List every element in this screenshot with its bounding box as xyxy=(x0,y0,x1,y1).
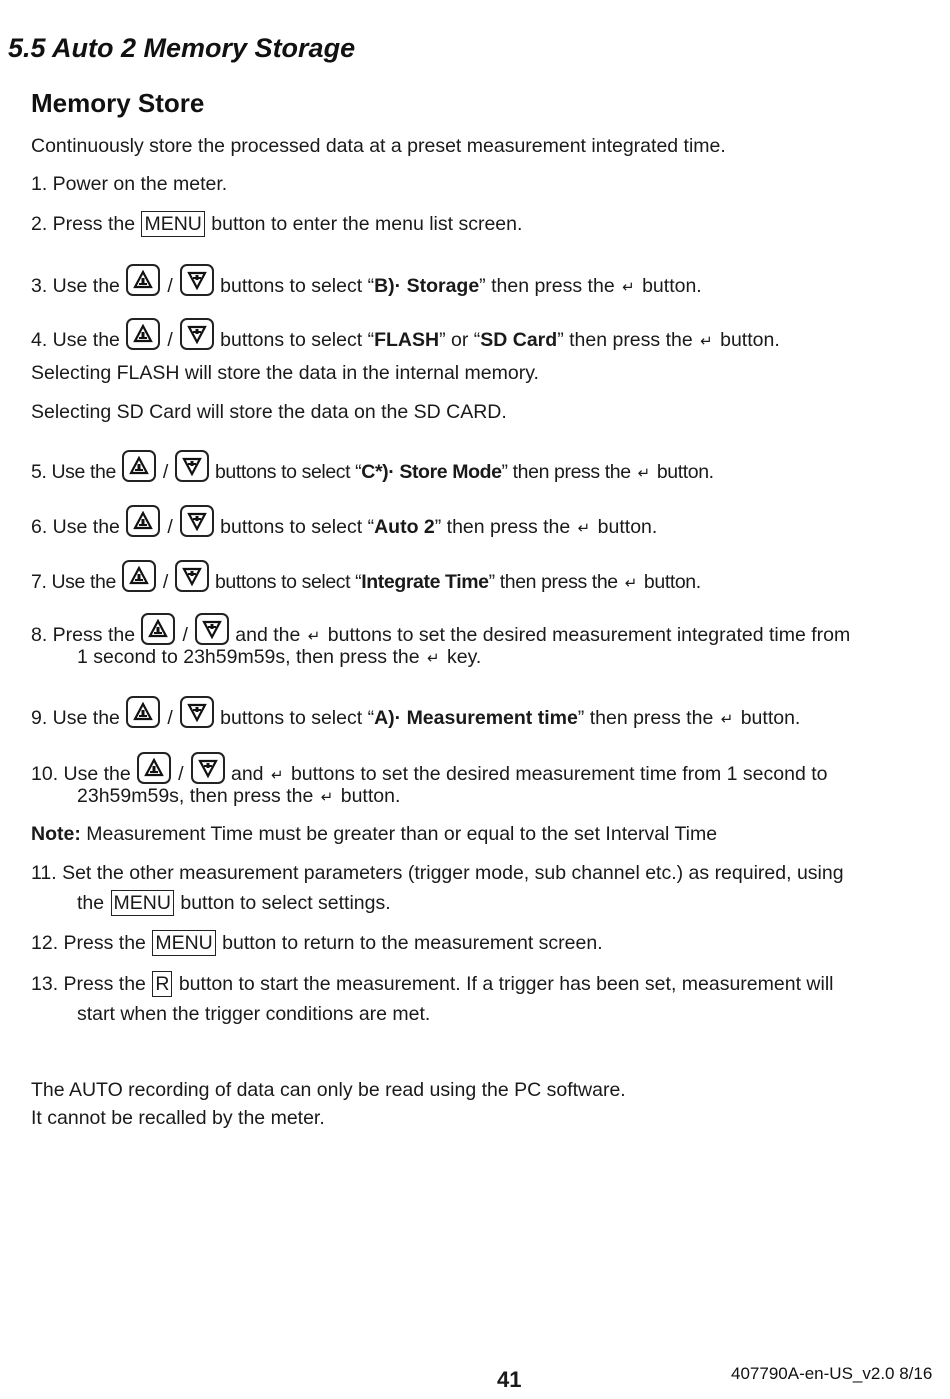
step-8-cont-pre: 1 second to 23h59m59s, then press the xyxy=(77,646,425,668)
step-8-mid: and the xyxy=(229,624,306,646)
step-9-mid: buttons to select “ xyxy=(214,707,375,729)
up-arrow-button-icon xyxy=(126,505,160,537)
step-13-continued: start when the trigger conditions are met. xyxy=(77,1003,431,1025)
menu-key-label: MENU xyxy=(141,211,204,237)
enter-icon: ↵ xyxy=(577,519,591,537)
step-7-pre: 7. Use the xyxy=(31,571,121,593)
step-6-end: button. xyxy=(592,516,658,538)
step-7-post: ” then press the xyxy=(488,571,623,593)
up-arrow-button-icon xyxy=(141,613,175,645)
step-4-or: ” or “ xyxy=(439,329,481,351)
up-arrow-button-icon xyxy=(122,560,156,592)
sd-note: Selecting SD Card will store the data on the SD CARD. xyxy=(31,401,507,423)
step-10-cont-end: button. xyxy=(335,785,401,807)
step-13-pre: 13. Press the xyxy=(31,973,152,995)
note-label: Note: xyxy=(31,823,81,845)
flash-note: Selecting FLASH will store the data in the internal memory. xyxy=(31,362,539,384)
enter-icon: ↵ xyxy=(624,574,637,592)
note xyxy=(31,820,932,849)
slash: / xyxy=(167,707,173,729)
up-arrow-button-icon xyxy=(126,696,160,728)
down-arrow-button-icon xyxy=(175,560,209,592)
step-11: 11. Set the other measurement parameters (trigger mode, sub channel etc.) as required, using xyxy=(31,862,844,884)
step-11-cont-pre: the xyxy=(77,892,110,914)
step-2-pre: 2. Press the xyxy=(31,213,141,235)
menu-key-label: MENU xyxy=(111,890,174,916)
step-4-end: button. xyxy=(714,329,780,351)
step-11-cont-post: button to select settings. xyxy=(174,892,391,914)
note-text: Measurement Time must be greater than or equal to the set Interval Time xyxy=(80,823,718,845)
step-10-mid: and xyxy=(225,763,269,785)
step-10-pre: 10. Use the xyxy=(31,763,137,785)
step-3-mid: buttons to select “ xyxy=(214,275,375,297)
down-arrow-button-icon xyxy=(180,505,214,537)
slash: / xyxy=(162,461,168,483)
enter-icon: ↵ xyxy=(720,710,734,728)
step-9-pre: 9. Use the xyxy=(31,707,126,729)
up-arrow-button-icon xyxy=(126,264,160,296)
down-arrow-button-icon xyxy=(191,752,225,784)
step-4-mid: buttons to select “ xyxy=(214,329,375,351)
step-11-continued xyxy=(31,889,932,918)
step-8-continued xyxy=(31,643,932,673)
step-4-pre: 4. Use the xyxy=(31,329,126,351)
document-id: 407790A-en-US_v2.0 8/16 xyxy=(731,1364,933,1383)
step-3 xyxy=(31,264,932,302)
enter-icon: ↵ xyxy=(700,332,713,350)
slash: / xyxy=(167,329,173,351)
step-12-pre: 12. Press the xyxy=(31,932,152,954)
step-6-mid: buttons to select “ xyxy=(214,516,375,538)
step-3-end: button. xyxy=(636,275,702,297)
down-arrow-button-icon xyxy=(180,264,214,296)
step-9 xyxy=(31,696,932,734)
enter-icon: ↵ xyxy=(622,278,635,296)
step-5 xyxy=(31,450,932,488)
step-10-cont-pre: 23h59m59s, then press the xyxy=(77,785,319,807)
step-2-post: button to enter the menu list screen. xyxy=(205,213,523,235)
menu-key-label: MENU xyxy=(152,930,215,956)
closing-line-2: It cannot be recalled by the meter. xyxy=(31,1107,325,1129)
step-8-pre: 8. Press the xyxy=(31,624,141,646)
step-3-option: B)· Storage xyxy=(374,275,480,297)
step-5-option: C*)· Store Mode xyxy=(361,461,502,483)
step-5-pre: 5. Use the xyxy=(31,461,121,483)
step-8-post: buttons to set the desired measurement integrated time from xyxy=(322,624,851,646)
step-13-post: button to start the measurement. If a trigger has been set, measurement will xyxy=(173,973,834,995)
enter-icon: ↵ xyxy=(426,649,440,667)
step-6-option: Auto 2 xyxy=(374,516,435,538)
step-4 xyxy=(31,318,932,356)
enter-icon: ↵ xyxy=(307,627,321,645)
step-2 xyxy=(31,210,932,239)
intro-text: Continuously store the processed data at a preset measurement integrated time. xyxy=(31,135,726,157)
step-12 xyxy=(31,929,932,958)
page-number: 41 xyxy=(497,1367,522,1392)
step-3-post: ” then press the xyxy=(479,275,621,297)
step-4-post: ” then press the xyxy=(557,329,699,351)
r-key-label: R xyxy=(152,971,172,997)
step-7-mid: buttons to select “ xyxy=(209,571,362,593)
step-5-post: ” then press the xyxy=(501,461,636,483)
enter-icon: ↵ xyxy=(637,464,650,482)
step-5-mid: buttons to select “ xyxy=(209,461,362,483)
down-arrow-button-icon xyxy=(180,318,214,350)
step-6-pre: 6. Use the xyxy=(31,516,126,538)
step-9-end: button. xyxy=(735,707,801,729)
step-8-cont-end: key. xyxy=(441,646,482,668)
step-9-option: A)· Measurement time xyxy=(374,707,578,729)
step-12-post: button to return to the measurement screen. xyxy=(216,932,603,954)
enter-icon: ↵ xyxy=(270,766,284,784)
step-3-pre: 3. Use the xyxy=(31,275,126,297)
subtitle: Memory Store xyxy=(31,88,205,118)
step-7-option: Integrate Time xyxy=(361,571,489,593)
step-6-post: ” then press the xyxy=(434,516,576,538)
step-10-post: buttons to set the desired measurement time from 1 second to xyxy=(285,763,828,785)
up-arrow-button-icon xyxy=(126,318,160,350)
step-7-end: button. xyxy=(638,571,701,593)
step-1: 1. Power on the meter. xyxy=(31,173,228,195)
slash: / xyxy=(162,571,168,593)
enter-icon: ↵ xyxy=(320,788,334,806)
slash: / xyxy=(182,624,188,646)
down-arrow-button-icon xyxy=(195,613,229,645)
step-6 xyxy=(31,505,932,543)
step-4-option-sd: SD Card xyxy=(480,329,558,351)
down-arrow-button-icon xyxy=(180,696,214,728)
step-13 xyxy=(31,970,932,999)
step-7 xyxy=(31,560,932,598)
up-arrow-button-icon xyxy=(122,450,156,482)
slash: / xyxy=(167,275,173,297)
slash: / xyxy=(178,763,184,785)
step-5-end: button. xyxy=(651,461,714,483)
slash: / xyxy=(167,516,173,538)
up-arrow-button-icon xyxy=(137,752,171,784)
step-9-post: ” then press the xyxy=(577,707,719,729)
closing-line-1: The AUTO recording of data can only be read using the PC software. xyxy=(31,1079,626,1101)
step-4-option-flash: FLASH xyxy=(374,329,440,351)
step-10-continued xyxy=(31,782,932,812)
section-title: 5.5 Auto 2 Memory Storage xyxy=(8,33,356,63)
down-arrow-button-icon xyxy=(175,450,209,482)
